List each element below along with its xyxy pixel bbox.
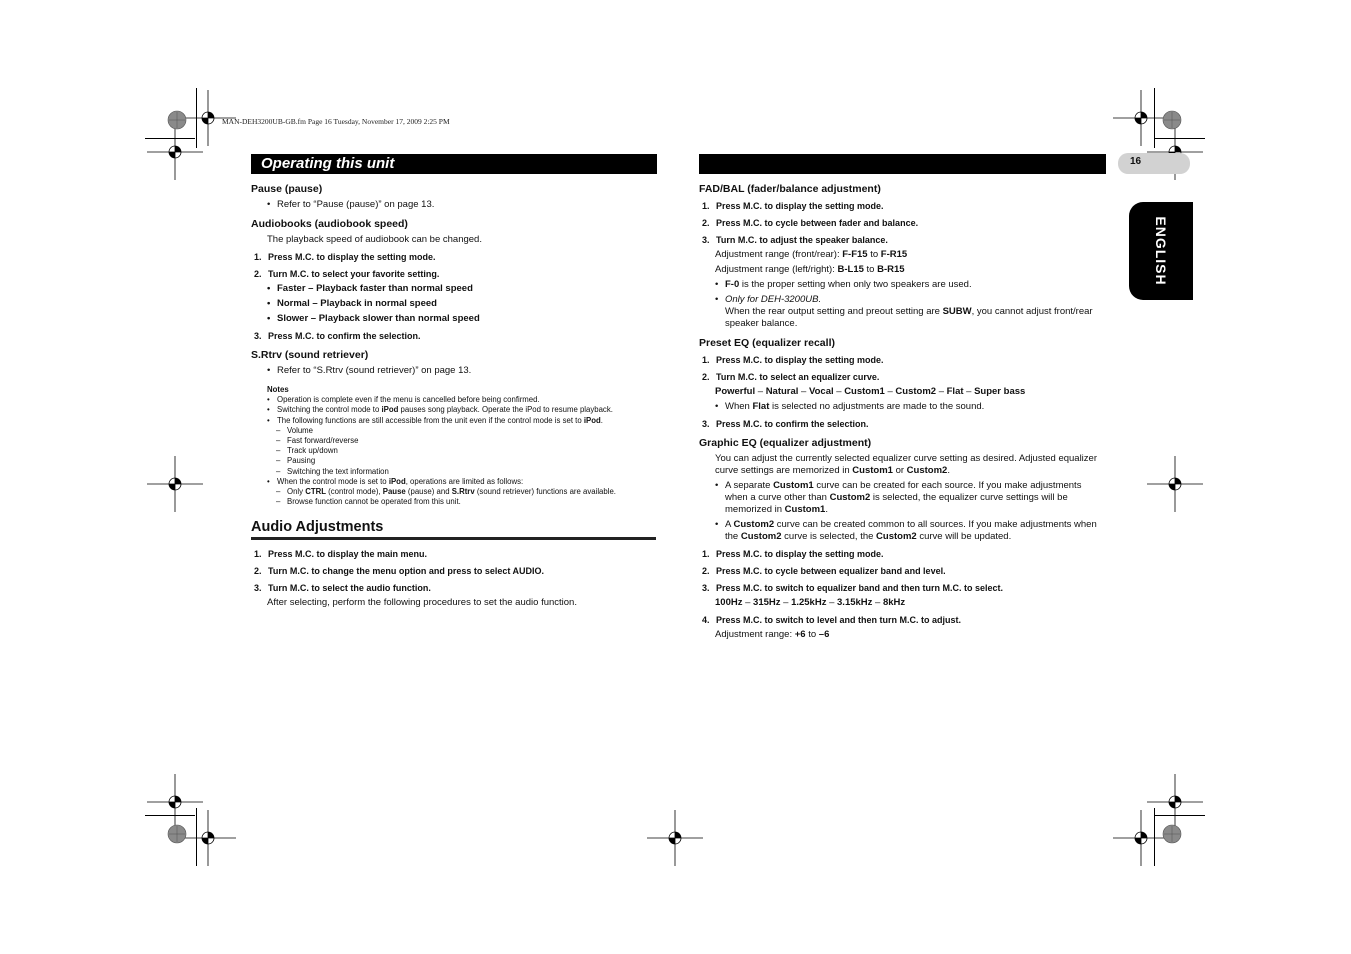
registration-mark (180, 810, 236, 866)
trim-line (196, 808, 197, 866)
right-column (699, 176, 1104, 644)
paragraph: After selecting, perform the following procedures to set the audio function. (267, 597, 577, 609)
trim-line (145, 138, 195, 139)
section-heading: Audiobooks (audiobook speed) (251, 218, 408, 230)
paragraph: The playback speed of audiobook can be changed. (267, 234, 482, 245)
trim-line (145, 815, 195, 816)
step-item: 1. Press M.C. to display the setting mode. (702, 201, 884, 211)
audio-adjustments-heading: Audio Adjustments (251, 521, 656, 540)
paragraph: Adjustment range: +6 to –6 (715, 629, 830, 640)
section-heading: Preset EQ (equalizer recall) (699, 337, 835, 349)
file-info: MAN-DEH3200UB-GB.fm Page 16 Tuesday, November 17, 2009 2:25 PM (222, 117, 450, 126)
note-item: • The following functions are still accessible from the unit even if the control mode is set to iPod. (267, 416, 656, 426)
color-dot-mark (1162, 110, 1182, 130)
registration-mark (647, 810, 703, 866)
step-item: 1. Press M.C. to display the setting mode. (254, 252, 436, 262)
trim-line (1155, 815, 1205, 816)
list-item: • A Custom2 curve can be created common to all sources. If you make adjustments when the Custom2 curve is selected, the Custom2 curve will be updated. (715, 519, 1104, 543)
step-item: 1. Press M.C. to display the main menu. (254, 549, 428, 560)
curve-list: Powerful – Natural – Vocal – Custom1 – Custom2 – Flat – Super bass (715, 386, 1026, 397)
left-column (251, 176, 656, 612)
registration-mark (1147, 456, 1203, 512)
list-item: • F-0 is the proper setting when only two speakers are used. (715, 279, 1104, 291)
step-item: 4. Press M.C. to switch to level and then turn M.C. to adjust. (702, 615, 962, 625)
section-heading: Pause (pause) (251, 183, 323, 195)
list-item: • Only for DEH-3200UB. When the rear output setting and preout setting are SUBW, you cannot adjust front/rear speaker balance. (715, 294, 1104, 330)
page-number: 16 (1130, 156, 1142, 167)
list-item: • A separate Custom1 curve can be created for each source. If you make adjustments when a curve other than Custom2 is selected, the equalizer curve settings will be memorized in Custom1. (715, 480, 1104, 516)
step-item: 1. Press M.C. to display the setting mode. (702, 355, 884, 365)
section-title-bar (251, 154, 657, 174)
notes-heading: Notes (267, 385, 289, 394)
step-item: 2. Turn M.C. to select your favorite setting. (254, 269, 440, 279)
step-item: 2. Turn M.C. to change the menu option and press to select AUDIO. (254, 566, 545, 577)
note-subitem: – Pausing (267, 456, 656, 466)
step-item: 1. Press M.C. to display the setting mode. (702, 549, 884, 559)
note-item: • Operation is complete even if the menu is cancelled before being confirmed. (267, 395, 656, 405)
trim-line (1154, 808, 1155, 866)
right-header-bar (699, 154, 1106, 174)
section-heading: FAD/BAL (fader/balance adjustment) (699, 183, 881, 195)
registration-mark (147, 124, 203, 180)
step-item: 2. Press M.C. to cycle between equalizer band and level. (702, 566, 946, 576)
note-subitem: – Volume (267, 426, 656, 436)
step-item: 3. Turn M.C. to adjust the speaker balance. (702, 235, 888, 245)
notes-block (267, 385, 656, 507)
list-item: • Slower – Playback slower than normal speed (267, 313, 656, 325)
step-item: 3. Turn M.C. to select the audio function. (254, 583, 431, 594)
paragraph: Adjustment range (front/rear): F-F15 to F-R15 (715, 249, 908, 260)
trim-line (1154, 88, 1155, 148)
note-item: • When the control mode is set to iPod, operations are limited as follows: (267, 477, 656, 487)
paragraph: Adjustment range (left/right): B-L15 to B-R15 (715, 264, 905, 275)
list-item: • When Flat is selected no adjustments are made to the sound. (715, 401, 1104, 413)
note-item: • Switching the control mode to iPod pauses song playback. Operate the iPod to resume playback. (267, 405, 656, 415)
note-subitem: – Only CTRL (control mode), Pause (pause) and S.Rtrv (sound retriever) functions are available. (267, 487, 656, 497)
note-subitem: – Track up/down (267, 446, 656, 456)
section-heading: S.Rtrv (sound retriever) (251, 349, 369, 361)
list-item: • Normal – Playback in normal speed (267, 298, 656, 310)
note-subitem: – Browse function cannot be operated from this unit. (267, 497, 656, 507)
step-item: 3. Press M.C. to confirm the selection. (702, 419, 869, 429)
list-item: • Refer to “Pause (pause)” on page 13. (267, 199, 656, 211)
color-dot-mark (167, 110, 187, 130)
note-subitem: – Fast forward/reverse (267, 436, 656, 446)
page-number-tab (1118, 153, 1190, 174)
step-item: 2. Press M.C. to cycle between fader and balance. (702, 218, 919, 228)
color-dot-mark (167, 824, 187, 844)
trim-line (1155, 138, 1205, 139)
step-item: 3. Press M.C. to confirm the selection. (254, 331, 421, 341)
step-item: 3. Press M.C. to switch to equalizer band and then turn M.C. to select. (702, 583, 1004, 593)
paragraph: You can adjust the currently selected equalizer curve setting as desired. Adjusted equalizer curve settings are memorized in Custom1 or Custom2. (715, 453, 1097, 476)
language-label: ENGLISH (1153, 216, 1169, 286)
color-dot-mark (1162, 824, 1182, 844)
registration-mark (147, 456, 203, 512)
registration-mark (1113, 810, 1169, 866)
language-tab (1129, 202, 1193, 300)
note-subitem: – Switching the text information (267, 467, 656, 477)
section-heading: Graphic EQ (equalizer adjustment) (699, 437, 872, 449)
trim-line (196, 88, 197, 148)
list-item: • Refer to “S.Rtrv (sound retriever)” on page 13. (267, 365, 656, 377)
section-title: Operating this unit (261, 155, 395, 172)
step-item: 2. Turn M.C. to select an equalizer curve. (702, 372, 880, 382)
band-list: 100Hz – 315Hz – 1.25kHz – 3.15kHz – 8kHz (715, 597, 906, 608)
list-item: • Faster – Playback faster than normal speed (267, 283, 656, 295)
